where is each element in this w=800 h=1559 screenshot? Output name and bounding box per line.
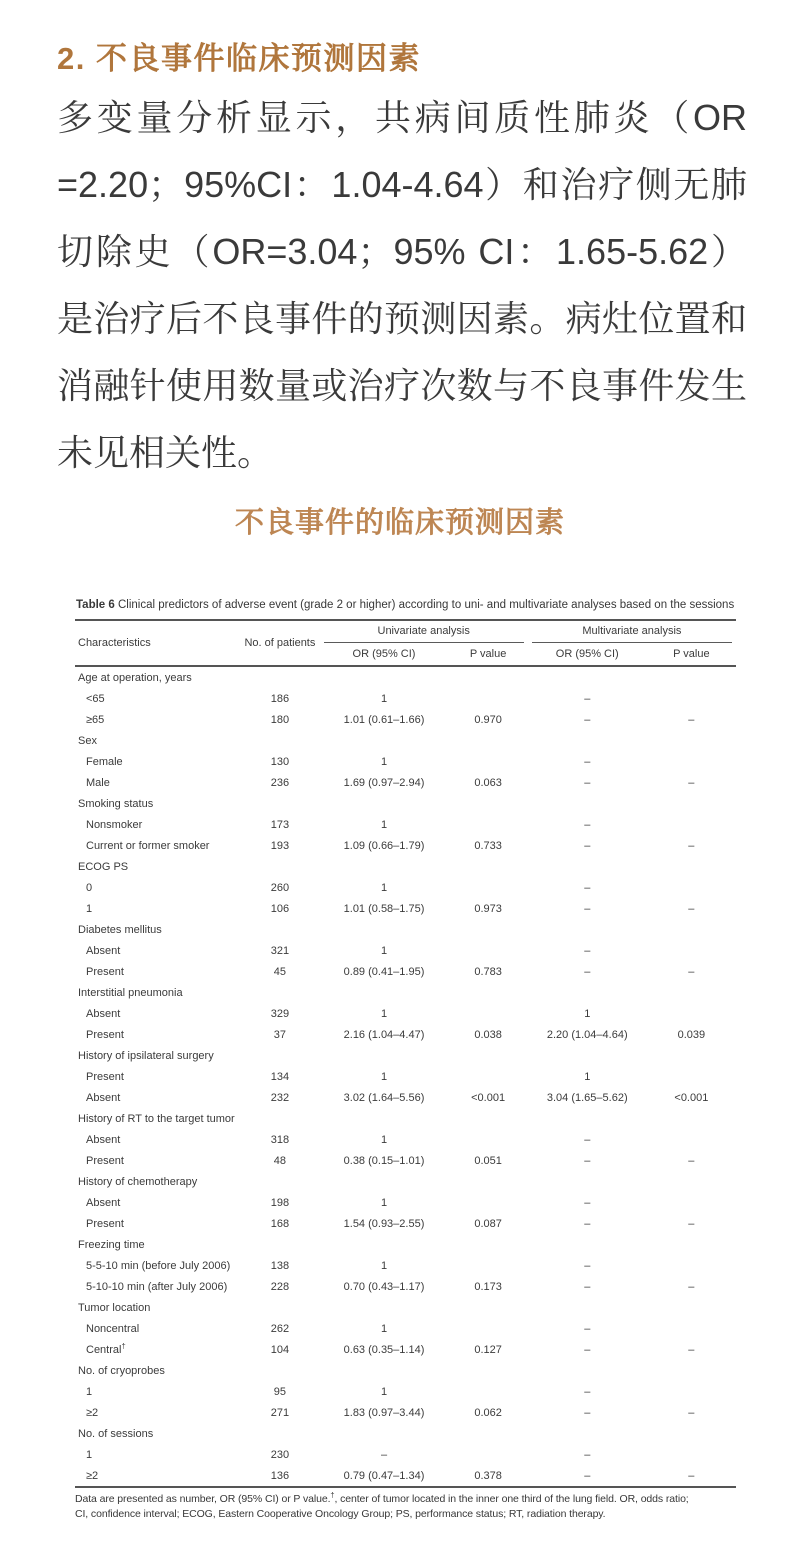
cell-or-multivariate: –: [584, 1385, 591, 1398]
cell-or-univariate: 0.38 (0.15–1.01): [343, 1154, 425, 1167]
body-paragraph: [57, 84, 747, 486]
group-row: [75, 919, 736, 940]
cell-patients: 104: [270, 1343, 290, 1356]
cell-p-multivariate: –: [688, 713, 695, 726]
cell-patients: 318: [270, 1133, 290, 1146]
row-group-label: History of RT to the target tumor: [78, 1112, 235, 1125]
table-row: [75, 814, 736, 835]
row-group-label: Tumor location: [78, 1301, 151, 1314]
cell-characteristic: Absent: [86, 944, 121, 957]
cell-characteristic: Present: [86, 1154, 124, 1167]
table-title: [76, 598, 736, 612]
cell-p-univariate: [448, 1255, 527, 1276]
cell-p-multivariate: –: [647, 1465, 736, 1487]
cell-patients: 198: [270, 1196, 290, 1209]
cell-p-multivariate: –: [688, 1154, 695, 1167]
table-header: [75, 620, 736, 666]
cell-or-multivariate: –: [528, 1465, 647, 1487]
cell-or-multivariate: –: [584, 1448, 591, 1461]
table-row: [75, 1339, 736, 1360]
cell-characteristic: ≥65: [86, 713, 105, 726]
cell-p-multivariate: <0.001: [674, 1091, 709, 1104]
cell-p-univariate: 0.087: [474, 1217, 502, 1230]
cell-characteristic: 5-5-10 min (before July 2006): [86, 1259, 231, 1272]
cell-patients: 173: [270, 818, 290, 831]
cell-or-univariate: 1: [380, 1322, 388, 1335]
row-group-label: Smoking status: [78, 797, 154, 810]
row-group-label: History of ipsilateral surgery: [78, 1049, 214, 1062]
cell-or-univariate: 1.54 (0.93–2.55): [343, 1217, 425, 1230]
cell-characteristic: 1: [86, 1385, 93, 1398]
row-group-label: History of chemotherapy: [78, 1175, 198, 1188]
cell-p-univariate: <0.001: [471, 1091, 506, 1104]
cell-p-multivariate: –: [688, 902, 695, 915]
cell-characteristic: Central†: [86, 1340, 126, 1356]
cell-patients: 321: [270, 944, 290, 957]
row-group-label: Interstitial pneumonia: [78, 986, 183, 999]
cell-or-multivariate: –: [584, 1343, 591, 1356]
cell-p-univariate: 0.173: [474, 1280, 502, 1293]
cell-or-multivariate: –: [584, 839, 591, 852]
cell-or-univariate: 1: [380, 1070, 388, 1083]
cell-or-univariate: 0.63 (0.35–1.14): [343, 1343, 425, 1356]
row-group-label: Age at operation, years: [78, 671, 192, 684]
table-row: [75, 772, 736, 793]
cell-p-univariate: [448, 1318, 527, 1339]
cell-characteristic: Present: [86, 965, 124, 978]
row-group-label: No. of cryoprobes: [78, 1364, 165, 1377]
col-header-or-multivariate: OR (95% CI): [528, 643, 647, 666]
col-group-univariate: [320, 620, 528, 643]
cell-or-univariate: 1.83 (0.97–3.44): [343, 1406, 425, 1419]
cell-p-multivariate: [647, 1444, 736, 1465]
cell-patients: 168: [270, 1217, 290, 1230]
table-title-text: Clinical predictors of adverse event (grade 2 or higher) according to uni- and multivariate analyses based on the sessions: [117, 599, 735, 611]
cell-p-univariate: [448, 751, 527, 772]
cell-p-multivariate: –: [688, 776, 695, 789]
group-row: [75, 730, 736, 751]
group-row: [75, 1108, 736, 1129]
row-group-label: No. of sessions: [78, 1427, 154, 1440]
cell-characteristic: Male: [86, 776, 110, 789]
cell-characteristic: Present: [86, 1070, 124, 1083]
paragraph-line: 是治疗后不良事件的预测因素。病灶位置和: [57, 298, 747, 339]
col-header-p-multivariate: P value: [647, 643, 736, 666]
cell-or-univariate: 1.01 (0.58–1.75): [343, 902, 425, 915]
cell-characteristic: ≥2: [75, 1465, 240, 1487]
col-header-patients: No. of patients: [240, 620, 319, 666]
cell-p-univariate: [448, 688, 527, 709]
table-figure: [75, 598, 736, 1522]
cell-or-multivariate: –: [584, 902, 591, 915]
cell-or-multivariate: –: [584, 1154, 591, 1167]
cell-or-univariate: 2.16 (1.04–4.47): [343, 1028, 425, 1041]
table-row: [75, 877, 736, 898]
cell-patients: 193: [270, 839, 290, 852]
col-header-p-univariate: P value: [448, 643, 527, 666]
footnote-line: [75, 1492, 736, 1507]
cell-or-multivariate: –: [584, 776, 591, 789]
cell-or-multivariate: 3.04 (1.65–5.62): [546, 1091, 628, 1104]
group-row: [75, 1360, 736, 1381]
cell-or-multivariate: –: [584, 1406, 591, 1419]
dagger-symbol: †: [330, 1492, 335, 1500]
cell-patients: 271: [270, 1406, 290, 1419]
cell-p-multivariate: [647, 814, 736, 835]
cell-characteristic: Absent: [86, 1196, 121, 1209]
row-group-label: Sex: [78, 734, 97, 747]
table-row: [75, 1213, 736, 1234]
cell-p-multivariate: –: [688, 839, 695, 852]
cell-or-univariate: 0.70 (0.43–1.17): [343, 1280, 425, 1293]
col-group-multivariate: [528, 620, 736, 643]
cell-characteristic: Present: [86, 1028, 124, 1041]
table-row: [75, 1318, 736, 1339]
table-row: [75, 1444, 736, 1465]
cell-patients: 180: [270, 713, 290, 726]
cell-or-multivariate: –: [584, 881, 591, 894]
cell-or-univariate: 1: [380, 881, 388, 894]
table-body: [75, 666, 736, 1487]
cell-p-multivariate: [647, 1318, 736, 1339]
cell-p-univariate: 0.051: [474, 1154, 502, 1167]
cell-or-univariate: 3.02 (1.64–5.56): [343, 1091, 425, 1104]
cell-characteristic: Absent: [86, 1133, 121, 1146]
cell-or-multivariate: –: [584, 692, 591, 705]
table-row: [75, 1066, 736, 1087]
cell-or-multivariate: –: [584, 1196, 591, 1209]
cell-characteristic: Absent: [86, 1007, 121, 1020]
cell-p-univariate: [448, 1444, 527, 1465]
cell-p-univariate: [448, 1192, 527, 1213]
cell-p-univariate: [448, 1381, 527, 1402]
cell-p-multivariate: [647, 940, 736, 961]
cell-or-univariate: 1: [380, 1133, 388, 1146]
cell-p-univariate: 0.127: [474, 1343, 502, 1356]
cell-or-univariate: –: [380, 1448, 388, 1461]
paragraph-line: 消融针使用数量或治疗次数与不良事件发生: [57, 365, 747, 406]
table-row: [75, 1087, 736, 1108]
table-number-label: Table 6: [76, 599, 115, 611]
cell-patients: 45: [273, 965, 287, 978]
cell-patients: 329: [270, 1007, 290, 1020]
cell-or-univariate: 1: [380, 692, 388, 705]
cell-or-multivariate: 1: [584, 1007, 591, 1020]
dagger-symbol: †: [121, 1340, 126, 1350]
cell-or-multivariate: –: [584, 713, 591, 726]
footnote-text: CI, confidence interval; ECOG, Eastern Cooperative Oncology Group; PS, performance status; RT, radiation therapy.: [75, 1508, 606, 1520]
cell-patients: 186: [270, 692, 290, 705]
cell-p-univariate: [448, 940, 527, 961]
cell-characteristic: Present: [86, 1217, 124, 1230]
cell-or-multivariate: –: [584, 944, 591, 957]
table-row: [75, 1150, 736, 1171]
table-row: [75, 709, 736, 730]
cell-patients: 228: [270, 1280, 290, 1293]
row-group-label: Freezing time: [78, 1238, 145, 1251]
cell-p-univariate: [448, 1066, 527, 1087]
cell-or-univariate: 0.89 (0.41–1.95): [343, 965, 425, 978]
group-row: [75, 1297, 736, 1318]
table-caption-heading: 不良事件的临床预测因素: [234, 507, 565, 539]
clinical-predictors-table: [75, 619, 736, 1488]
cell-or-univariate: 1.69 (0.97–2.94): [343, 776, 425, 789]
cell-or-multivariate: –: [584, 1217, 591, 1230]
cell-p-multivariate: 0.039: [677, 1028, 706, 1041]
cell-characteristic: <65: [86, 692, 105, 705]
table-row: [75, 961, 736, 982]
cell-p-multivariate: [647, 877, 736, 898]
cell-patients: 37: [273, 1028, 287, 1041]
cell-characteristic: Noncentral: [86, 1322, 140, 1335]
col-header-or-univariate: OR (95% CI): [320, 643, 449, 666]
cell-or-univariate: 1: [380, 1259, 388, 1272]
table-footnote: [75, 1492, 736, 1522]
cell-patients: 230: [270, 1448, 290, 1461]
univariate-group-label: Univariate analysis: [324, 621, 524, 643]
cell-or-univariate: 1: [380, 944, 388, 957]
multivariate-group-label: Multivariate analysis: [532, 621, 732, 643]
cell-patients: 138: [270, 1259, 290, 1272]
cell-patients: 106: [270, 902, 290, 915]
cell-or-univariate: 1: [380, 1007, 388, 1020]
group-row: [75, 856, 736, 877]
cell-characteristic: Current or former smoker: [86, 839, 210, 852]
table-row: [75, 940, 736, 961]
cell-or-univariate: 1: [380, 1385, 388, 1398]
cell-p-multivariate: –: [688, 1280, 695, 1293]
cell-p-multivariate: –: [688, 1406, 695, 1419]
cell-or-univariate: 1: [380, 755, 388, 768]
cell-characteristic: Female: [86, 755, 123, 768]
cell-p-multivariate: [647, 1381, 736, 1402]
cell-characteristic: Absent: [86, 1091, 121, 1104]
cell-or-multivariate: –: [584, 1280, 591, 1293]
cell-p-univariate: 0.973: [474, 902, 502, 915]
cell-p-multivariate: [647, 1066, 736, 1087]
table-row: [75, 1381, 736, 1402]
cell-patients: 232: [270, 1091, 290, 1104]
table-row: [75, 1465, 736, 1487]
table-row: [75, 898, 736, 919]
table-row: [75, 1402, 736, 1423]
cell-characteristic: 1: [86, 902, 93, 915]
cell-patients: 130: [270, 755, 290, 768]
cell-or-univariate: 1.01 (0.61–1.66): [343, 713, 425, 726]
group-row: [75, 1423, 736, 1444]
table-row: [75, 1129, 736, 1150]
cell-p-multivariate: [647, 1255, 736, 1276]
paragraph-line: 未见相关性。: [57, 432, 274, 473]
cell-p-univariate: [448, 877, 527, 898]
cell-or-multivariate: –: [584, 965, 591, 978]
cell-patients: 48: [273, 1154, 287, 1167]
cell-p-univariate: [448, 1003, 527, 1024]
cell-characteristic: Nonsmoker: [86, 818, 143, 831]
cell-p-multivariate: [647, 1129, 736, 1150]
cell-or-univariate: 1: [380, 1196, 388, 1209]
group-row: [75, 793, 736, 814]
cell-p-multivariate: [647, 1003, 736, 1024]
cell-or-multivariate: –: [584, 1259, 591, 1272]
cell-or-univariate: 0.79 (0.47–1.34): [320, 1465, 449, 1487]
cell-p-univariate: 0.038: [474, 1028, 502, 1041]
section-heading: 2. 不良事件临床预测因素: [57, 41, 421, 76]
cell-or-multivariate: –: [584, 1322, 591, 1335]
paragraph-line: 多变量分析显示，共病间质性肺炎（OR: [57, 97, 747, 138]
footnote-text: , center of tumor located in the inner one third of the lung field. OR, odds ratio;: [334, 1493, 689, 1505]
cell-p-multivariate: [647, 751, 736, 772]
cell-characteristic: ≥2: [86, 1406, 99, 1419]
table-row: [75, 1192, 736, 1213]
cell-p-univariate: 0.733: [474, 839, 502, 852]
group-row: [75, 1171, 736, 1192]
group-row: [75, 1234, 736, 1255]
cell-characteristic: 0: [86, 881, 93, 894]
col-header-characteristics: Characteristics: [75, 620, 240, 666]
table-row: [75, 1255, 736, 1276]
cell-p-multivariate: –: [688, 1217, 695, 1230]
cell-p-univariate: 0.783: [474, 965, 502, 978]
cell-p-multivariate: [647, 688, 736, 709]
cell-p-univariate: 0.970: [474, 713, 502, 726]
cell-or-multivariate: 1: [584, 1070, 591, 1083]
cell-or-multivariate: –: [584, 755, 591, 768]
cell-or-multivariate: –: [584, 1133, 591, 1146]
group-row: [75, 666, 736, 688]
cell-p-univariate: [448, 1129, 527, 1150]
cell-patients: 260: [270, 881, 290, 894]
cell-p-multivariate: –: [688, 965, 695, 978]
table-row: [75, 1276, 736, 1297]
footnote-line: [75, 1507, 736, 1522]
cell-patients: 95: [273, 1385, 287, 1398]
cell-characteristic: 5-10-10 min (after July 2006): [86, 1280, 228, 1293]
cell-or-univariate: 1: [380, 818, 388, 831]
cell-p-univariate: 0.378: [448, 1465, 527, 1487]
cell-patients: 134: [270, 1070, 290, 1083]
cell-or-univariate: 1.09 (0.66–1.79): [343, 839, 425, 852]
cell-patients: 136: [240, 1465, 319, 1487]
cell-characteristic: 1: [86, 1448, 93, 1461]
table-row: [75, 835, 736, 856]
cell-patients: 262: [270, 1322, 290, 1335]
table-row: [75, 1003, 736, 1024]
group-row: [75, 1045, 736, 1066]
cell-p-univariate: [448, 814, 527, 835]
cell-p-multivariate: –: [688, 1343, 695, 1356]
table-row: [75, 688, 736, 709]
cell-p-univariate: 0.062: [474, 1406, 502, 1419]
group-row: [75, 982, 736, 1003]
cell-or-multivariate: 2.20 (1.04–4.64): [546, 1028, 628, 1041]
footnote-text: Data are presented as number, OR (95% CI) or P value.: [75, 1493, 331, 1505]
row-group-label: Diabetes mellitus: [78, 923, 162, 936]
table-row: [75, 1024, 736, 1045]
cell-p-multivariate: [647, 1192, 736, 1213]
cell-patients: 236: [270, 776, 290, 789]
paragraph-line: =2.20；95%CI：1.04-4.64）和治疗侧无肺: [57, 164, 747, 205]
row-group-label: ECOG PS: [78, 860, 129, 873]
paragraph-line: 切除史（OR=3.04；95% CI：1.65-5.62）: [57, 231, 747, 272]
table-row: [75, 751, 736, 772]
cell-or-multivariate: –: [584, 818, 591, 831]
cell-p-univariate: 0.063: [474, 776, 502, 789]
